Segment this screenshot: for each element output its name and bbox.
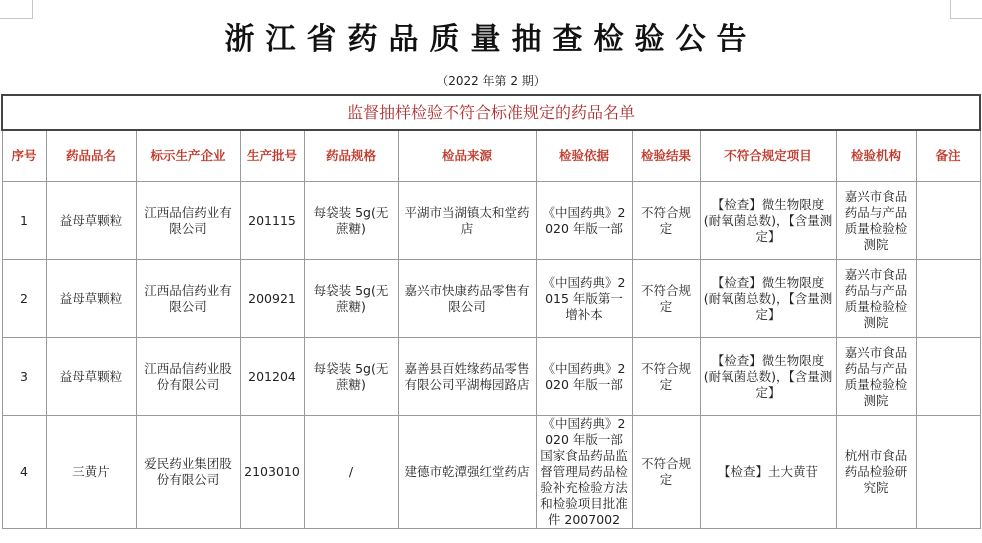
header-spec: 药品规格 <box>304 130 398 182</box>
header-result: 检验结果 <box>632 130 700 182</box>
cell-maker: 江西品信药业股份有限公司 <box>136 338 240 416</box>
header-agency: 检验机构 <box>836 130 916 182</box>
cell-items: 【检查】微生物限度(耐氧菌总数)，【含量测定】 <box>700 260 836 338</box>
table-caption: 监督抽样检验不符合标准规定的药品名单 <box>2 95 980 130</box>
cell-note <box>916 260 980 338</box>
cell-note <box>916 182 980 260</box>
cell-name: 三黄片 <box>46 416 136 529</box>
table-row <box>2 416 980 529</box>
cell-source: 平湖市当湖镇太和堂药店 <box>398 182 536 260</box>
header-source: 检品来源 <box>398 130 536 182</box>
cell-basis: 《中国药典》2020 年版一部 <box>536 338 632 416</box>
header-items: 不符合规定项目 <box>700 130 836 182</box>
cell-spec: / <box>304 416 398 529</box>
cell-items: 【检查】土大黄苷 <box>700 416 836 529</box>
table-header-row <box>2 130 980 182</box>
cell-spec: 每袋装 5g(无蔗糖) <box>304 338 398 416</box>
cell-name: 益母草颗粒 <box>46 260 136 338</box>
cell-result: 不符合规定 <box>632 416 700 529</box>
cell-maker: 江西品信药业有限公司 <box>136 260 240 338</box>
table-row <box>2 338 980 416</box>
cell-basis: 《中国药典》2020 年版一部 <box>536 182 632 260</box>
cell-agency: 嘉兴市食品药品与产品质量检验检测院 <box>836 260 916 338</box>
cell-note <box>916 338 980 416</box>
cell-result: 不符合规定 <box>632 260 700 338</box>
cell-batch: 201204 <box>240 338 304 416</box>
cell-agency: 杭州市食品药品检验研究院 <box>836 416 916 529</box>
table-caption-row <box>2 95 980 130</box>
cell-agency: 嘉兴市食品药品与产品质量检验检测院 <box>836 182 916 260</box>
page-title: 浙江省药品质量抽查检验公告 <box>224 22 758 57</box>
cell-batch: 201115 <box>240 182 304 260</box>
cell-maker: 爱民药业集团股份有限公司 <box>136 416 240 529</box>
header-no: 序号 <box>2 130 46 182</box>
cell-items: 【检查】微生物限度(耐氧菌总数)，【含量测定】 <box>700 338 836 416</box>
cell-name: 益母草颗粒 <box>46 182 136 260</box>
header-name: 药品品名 <box>46 130 136 182</box>
noncompliant-drug-table <box>1 94 981 529</box>
cell-source: 建德市乾潭强红堂药店 <box>398 416 536 529</box>
header-maker: 标示生产企业 <box>136 130 240 182</box>
cell-spec: 每袋装 5g(无蔗糖) <box>304 260 398 338</box>
cell-note <box>916 416 980 529</box>
cell-items: 【检查】微生物限度(耐氧菌总数)，【含量测定】 <box>700 182 836 260</box>
cell-no: 4 <box>2 416 46 529</box>
cell-batch: 2103010 <box>240 416 304 529</box>
cell-source: 嘉善县百姓缘药品零售有限公司平湖梅园路店 <box>398 338 536 416</box>
table-row <box>2 260 980 338</box>
cell-maker: 江西品信药业有限公司 <box>136 182 240 260</box>
cell-no: 2 <box>2 260 46 338</box>
header-note: 备注 <box>916 130 980 182</box>
header-batch: 生产批号 <box>240 130 304 182</box>
cell-basis: 《中国药典》2020 年版一部 国家食品药品监督管理局药品检验补充检验方法和检验项目批准件 2007002 <box>536 416 632 529</box>
cell-basis: 《中国药典》2015 年版第一增补本 <box>536 260 632 338</box>
cell-result: 不符合规定 <box>632 338 700 416</box>
cell-no: 1 <box>2 182 46 260</box>
header-basis: 检验依据 <box>536 130 632 182</box>
cell-batch: 200921 <box>240 260 304 338</box>
cell-agency: 嘉兴市食品药品与产品质量检验检测院 <box>836 338 916 416</box>
issue-number: （2022 年第 2 期） <box>436 74 546 88</box>
table-row <box>2 182 980 260</box>
cell-no: 3 <box>2 338 46 416</box>
cell-source: 嘉兴市快康药品零售有限公司 <box>398 260 536 338</box>
cell-spec: 每袋装 5g(无蔗糖) <box>304 182 398 260</box>
cell-name: 益母草颗粒 <box>46 338 136 416</box>
cell-result: 不符合规定 <box>632 182 700 260</box>
